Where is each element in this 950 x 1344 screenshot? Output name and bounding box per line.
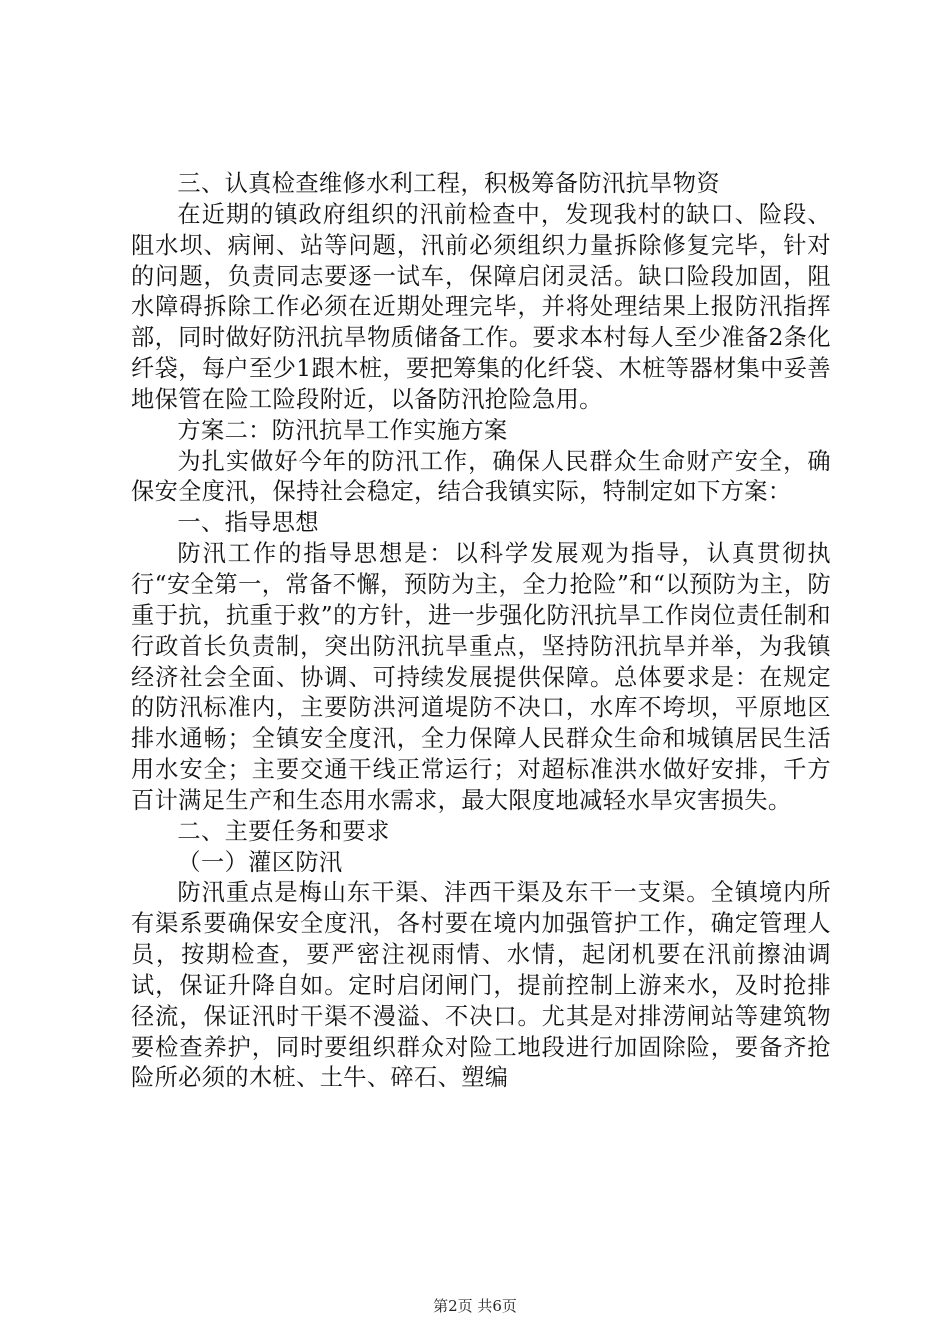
body-paragraph: 防汛重点是梅山东干渠、沣西干渠及东干一支渠。全镇境内所有渠系要确保安全度汛，各村要在境内加强管护工作，确定管理人员，按期检查，要严密注视雨情、水情，起闭机要在汛前擦油调试，保证升降自如。定时启闭闸门，提前控制上游来水，及时抢排径流，保证汛时干渠不漫溢、不决口。尤其是对排涝闸站等建筑物要检查养护，同时要组织群众对险工地段进行加固除险，要备齐抢险所必须的木桩、土牛、碎石、塑编 — [131, 879, 831, 1092]
section-heading-maintenance: 三、认真检查维修水利工程，积极筹备防汛抗旱物资 — [177, 170, 720, 197]
plan-title: 方案二：防汛抗旱工作实施方案 — [177, 416, 508, 444]
body-paragraph: 在近期的镇政府组织的汛前检查中，发现我村的缺口、险段、阻水坝、病闸、站等问题，汛前必须组织力量拆除修复完毕，针对的问题，负责同志要逐一试车，保障启闭灵活。缺口险段加固，阻水障碍拆除工作必须在近期处理完毕，并将处理结果上报防汛指挥部，同时做好防汛抗旱物质储备工作。要求本村每人至少准备2条化纤袋，每户至少1跟木桩，要把筹集的化纤袋、木桩等器材集中妥善地保管在险工险段附近，以备防汛抢险急用。 — [131, 200, 831, 413]
document-body — [131, 169, 831, 1094]
body-paragraph: 防汛工作的指导思想是：以科学发展观为指导，认真贯彻执行“安全第一，常备不懈，预防为主，全力抢险”和“以预防为主，防重于抗，抗重于救”的方针，进一步强化防汛抗旱工作岗位责任制和行政首长负责制，突出防汛抗旱重点，坚持防汛抗旱并举，为我镇经济社会全面、协调、可持续发展提供保障。总体要求是：在规定的防汛标准内，主要防洪河道堤防不决口，水库不垮坝，平原地区排水通畅；全镇安全度汛，全力保障人民群众生命和城镇居民生活用水安全；主要交通干线正常运行；对超标准洪水做好安排，千方百计满足生产和生态用水需求，最大限度地减轻水旱灾害损失。 — [131, 540, 831, 814]
body-paragraph: 为扎实做好今年的防汛工作，确保人民群众生命财产安全，确保安全度汛，保持社会稳定，结合我镇实际，特制定如下方案： — [131, 447, 831, 506]
subsection-heading-irrigation: （一）灌区防汛 — [177, 848, 343, 876]
section-heading-tasks: 二、主要任务和要求 — [177, 817, 390, 845]
page-number-footer: 第2页 共6页 — [433, 1297, 517, 1315]
section-heading-guiding-ideology: 一、指导思想 — [177, 509, 319, 537]
